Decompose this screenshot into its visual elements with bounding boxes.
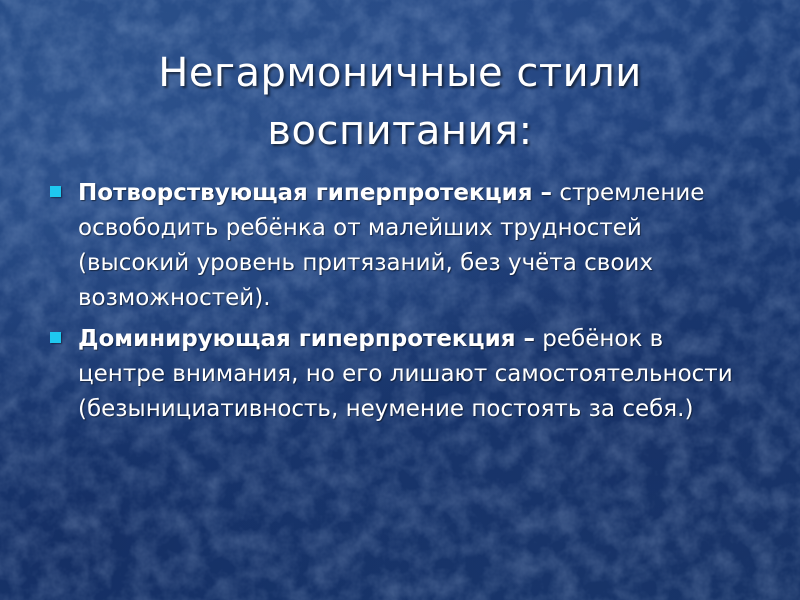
bullet-list [50, 176, 750, 433]
bullet-description: стремление освободить ребёнка от малейших трудностей (высокий уровень притязаний, без учёта своих возможностей). [78, 180, 705, 311]
bullet-term: Доминирующая гиперпротекция – [78, 326, 535, 352]
square-bullet-icon [50, 332, 61, 343]
bullet-description: ребёнок в центре внимания, но его лишают самостоятельности (безынициативность, неумение постоять за себя.) [78, 326, 733, 422]
square-bullet-icon [50, 186, 61, 197]
bullet-term: Потворствующая гиперпротекция – [78, 180, 553, 206]
bullet-item-dominant-hyperprotection [50, 322, 750, 427]
title-line-1: Негармоничные стили [158, 50, 642, 96]
slide-title [60, 44, 740, 160]
bullet-item-indulgent-hyperprotection [50, 176, 750, 316]
title-line-2: воспитания: [267, 108, 533, 154]
